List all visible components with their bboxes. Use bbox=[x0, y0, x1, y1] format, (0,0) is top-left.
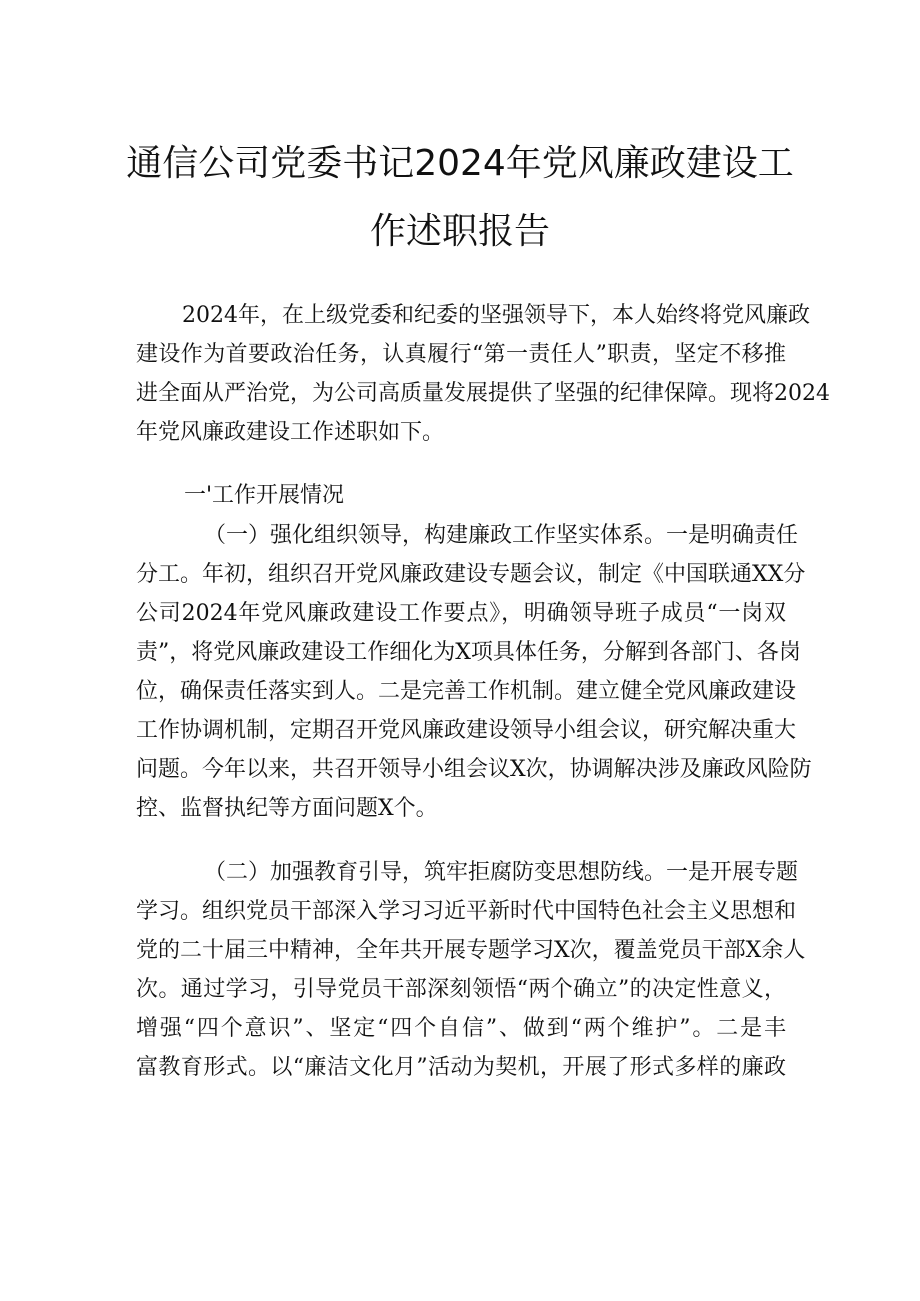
paragraph-3-line-5: 增强“四个意识”、坚定“四个自信”、做到“两个维护”。二是丰 bbox=[136, 1016, 786, 1041]
paragraph-1-line-3: 进全面从严治党，为公司高质量发展提供了坚强的纪律保障。现将2024 bbox=[136, 381, 830, 406]
paragraph-1-line-4: 年党风廉政建设工作述职如下。 bbox=[136, 420, 445, 445]
paragraph-3-line-2: 学习。组织党员干部深入学习习近平新时代中国特色社会主义思想和 bbox=[136, 899, 797, 924]
paragraph-3-line-3: 党的二十届三中精神，全年共开展专题学习X次，覆盖党员干部X余人 bbox=[136, 938, 806, 963]
paragraph-1-line-2: 建设作为首要政治任务，认真履行“第一责任人”职责，坚定不移推 bbox=[136, 342, 786, 367]
paragraph-2-line-4: 责”，将党风廉政建设工作细化为X项具体任务，分解到各部门、各岗 bbox=[136, 640, 801, 665]
document-title-line-1: 通信公司党委书记2024年党风廉政建设工 bbox=[126, 143, 794, 184]
paragraph-2-line-1: （一）强化组织领导，构建廉政工作坚实体系。一是明确责任 bbox=[204, 523, 799, 548]
paragraph-2-line-8: 控、监督执纪等方面问题X个。 bbox=[136, 796, 438, 821]
paragraph-1-line-1: 2024年，在上级党委和纪委的坚强领导下，本人始终将党风廉政 bbox=[182, 303, 810, 328]
paragraph-2-line-2: 分工。年初，组织召开党风廉政建设专题会议，制定《中国联通XX分 bbox=[136, 562, 806, 587]
section-heading: 一'工作开展情况 bbox=[184, 483, 345, 508]
paragraph-2-line-5: 位，确保责任落实到人。二是完善工作机制。建立健全党风廉政建设 bbox=[136, 679, 797, 704]
paragraph-3-line-1: （二）加强教育引导，筑牢拒腐防变思想防线。一是开展专题 bbox=[204, 860, 799, 885]
document-title-line-2: 作述职报告 bbox=[369, 211, 550, 252]
paragraph-3-line-4: 次。通过学习，引导党员干部深刻领悟“两个确立”的决定性意义， bbox=[136, 977, 786, 1002]
paragraph-2-line-7: 问题。今年以来，共召开领导小组会议X次，协调解决涉及廉政风险防 bbox=[136, 757, 812, 782]
paragraph-3-line-6: 富教育形式。以“廉洁文化月”活动为契机，开展了形式多样的廉政 bbox=[136, 1055, 786, 1080]
paragraph-2-line-3: 公司2024年党风廉政建设工作要点》，明确领导班子成员“一岗双 bbox=[136, 601, 786, 626]
paragraph-2-line-6: 工作协调机制，定期召开党风廉政建设领导小组会议，研究解决重大 bbox=[136, 718, 797, 743]
